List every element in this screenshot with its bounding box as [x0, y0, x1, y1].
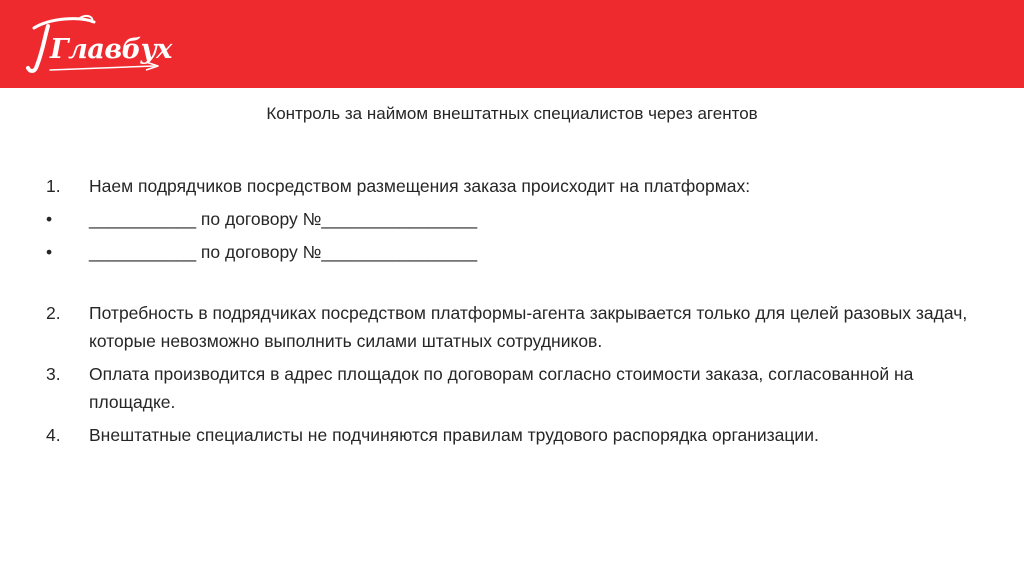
slide-title: Контроль за наймом внештатных специалистов через агентов	[266, 104, 758, 123]
slide-content	[46, 172, 976, 449]
list-item-2	[46, 299, 976, 355]
list-item-text: ___________ по договору №________________	[89, 242, 478, 262]
list-item-bullet-2	[46, 238, 976, 266]
header-bar	[0, 0, 1024, 88]
list-marker: 1.	[46, 176, 61, 196]
bullet-marker: •	[46, 242, 53, 262]
glavbukh-logo	[20, 10, 170, 82]
list-item-text: Наем подрядчиков посредством размещения заказа происходит на платформах:	[89, 176, 751, 196]
list-item-bullet-1	[46, 205, 976, 233]
list-item-text: Потребность в подрядчиках посредством платформы-агента закрывается только для целей разовых задач, которые невозможно выполнить силами штатных сотрудников.	[89, 303, 968, 351]
list-marker: 4.	[46, 425, 61, 445]
list-item-text: ___________ по договору №________________	[89, 209, 478, 229]
bullet-marker: •	[46, 209, 53, 229]
list-item-1	[46, 172, 976, 200]
list-marker: 2.	[46, 303, 61, 323]
list-item-text: Оплата производится в адрес площадок по договорам согласно стоимости заказа, согласованной на площадке.	[89, 364, 914, 412]
list-item-3	[46, 360, 976, 416]
logo-text: Главбух	[50, 34, 172, 65]
list-item-4	[46, 421, 976, 449]
list-item-text: Внештатные специалисты не подчиняются правилам трудового распорядка организации.	[89, 425, 819, 445]
list-marker: 3.	[46, 364, 61, 384]
